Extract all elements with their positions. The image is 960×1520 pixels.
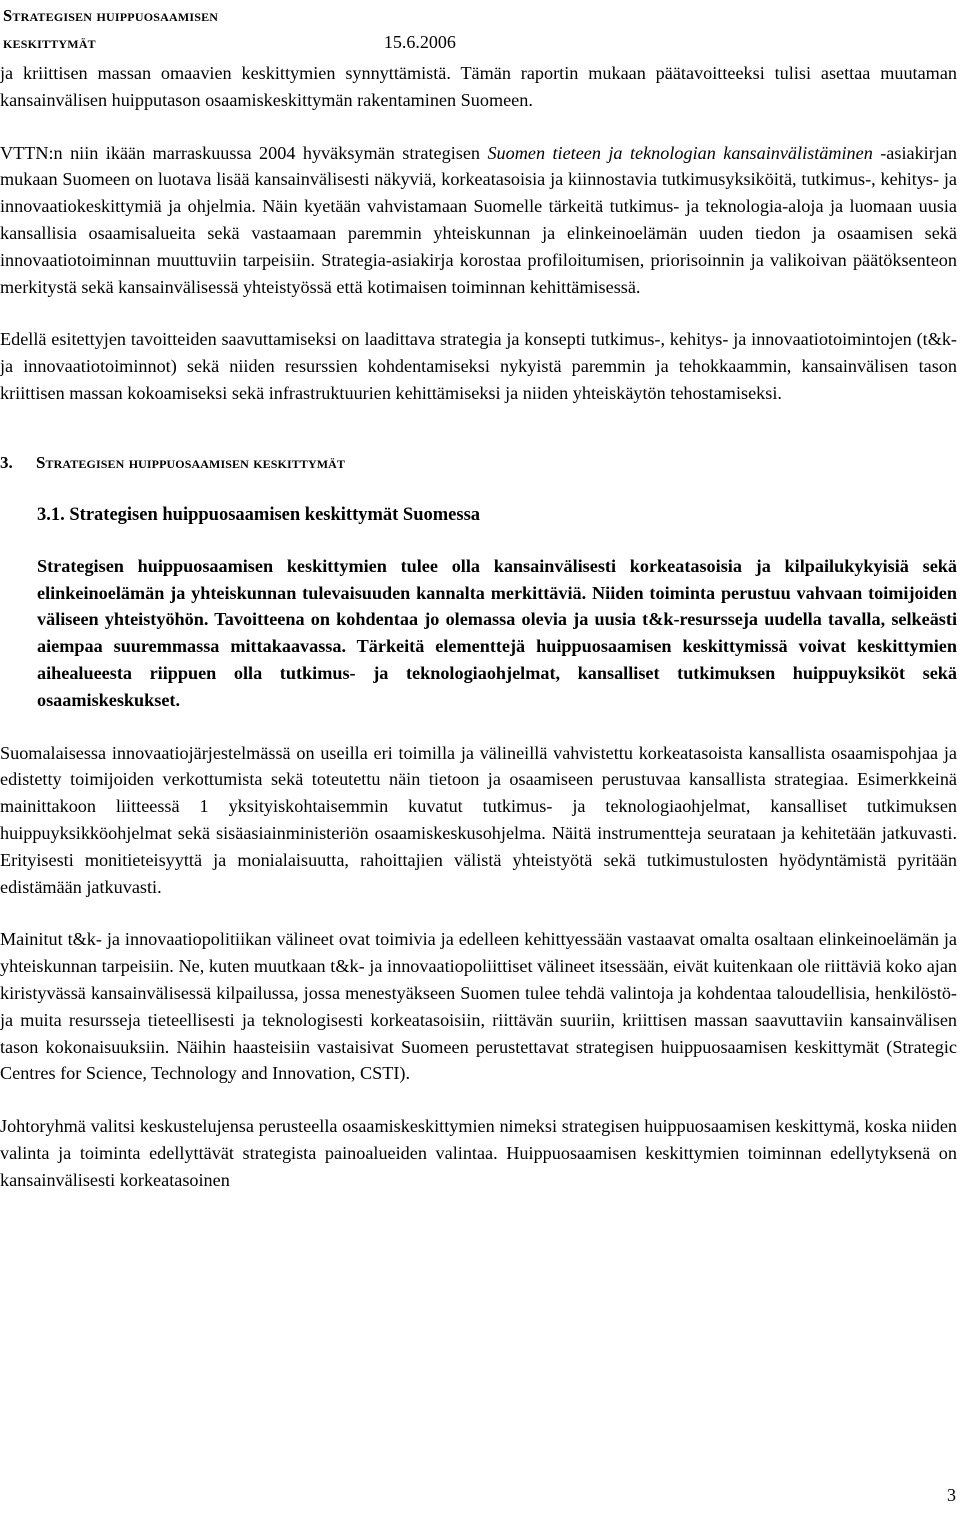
body-text [0,60,957,1194]
paragraph-1: ja kriittisen massan omaavien keskittymien synnyttämistä. Tämän raportin mukaan päätavoitteeksi tulisi asettaa muutaman kansainvälisen huipputason osaamiskeskittymän rakentaminen Suomeen. [0,63,957,110]
header-date: 15.6.2006 [383,32,456,52]
running-header [3,2,703,56]
section-number: 3. [0,452,13,472]
paragraph-5: Mainitut t&k- ja innovaatiopolitiikan välineet ovat toimivia ja edelleen kehittyessään vastaavat omalta osaltaan elinkeinoelämän ja yhteiskunnan tarpeisiin. Ne, kuten muutkaan t&k- ja innovaatiopoliittiset välineet itsessään, eivät kuitenkaan ole riittäviä koko ajan kiristyvässä kansainvälisessä kilpailussa, jossa menestyäkseen Suomen tulee tehdä valintoja ja kohdentaa taloudellisia, henkilöstö- ja muita resursseja tieteellisesti ja teknologisesti korkeatasoisiin, riittävän suuriin, kriittisen massan saavuttaviin kansainvälisen tason kokonaisuuksiin. Näihin haasteisiin vastaisivat Suomeen perustettavat strategisen huippuosaamisen keskittymät (Strategic Centres for Science, Technology and Innovation, CSTI). [0,929,957,1084]
paragraph-2-part-b: -asiakirjan mukaan Suomeen on luotava lisää kansainvälisesti näkyviä, korkeatasoisia ja kiinnostavia tutkimusyksiköitä, tutkimus-, kehitys- ja innovaatiokeskittymiä ja ohjelmia. Näin kyetään vahvistamaan Suomelle tärkeitä tutkimus- ja teknologia-aloja ja luomaan uusia kansallisia osaamisalueita sekä vastaamaan paremmin yhteiskunnan ja elinkeinoelämän uuden tiedon ja osaamisen sekä innovaatiotoiminnan muuttuviin tarpeisiin. Strategia-asiakirja korostaa profiloitumisen, priorisoinnin ja valikoivan päätöksenteon merkitystä sekä kansainvälisessä yhteistyössä että kotimaisen toiminnan kehittämisessä. [0,142,957,297]
paragraph-2 [0,140,957,301]
paragraph-3: Edellä esitettyjen tavoitteiden saavuttamiseksi on laadittava strategia ja konsepti tutkimus-, kehitys- ja innovaatiotoimintojen (t&k- ja innovaatiotoiminnot) sekä niiden resurssien kohdentamiseksi nykyistä paremmin ja tehokkaammin, kansainvälisen tason kriittisen massan kokoamiseksi sekä infrastruktuurien kehittämiseksi ja niiden yhteiskäytön tehostamiseksi. [0,329,957,403]
section-title: Strategisen huippuosaamisen keskittymät [36,452,346,472]
subsection-heading: 3.1. Strategisen huippuosaamisen keskittymät Suomessa [37,504,481,525]
paragraph-2-part-a: VTTN:n niin ikään marraskuussa 2004 hyväksymän strategisen [0,142,488,163]
section-heading [0,449,957,477]
page-number: 3 [947,1485,956,1505]
paragraph-6: Johtoryhmä valitsi keskustelujensa perusteella osaamiskeskittymien nimeksi strategisen huippuosaamisen keskittymä, koska niiden valinta ja toiminta edellyttävät strategista painoalueiden valintaa. Huippuosaamisen keskittymien toiminnan edellytyksenä on kansainvälisesti korkeatasoinen [0,1116,957,1190]
header-title-line1: Strategisen huippuosaamisen [3,6,219,25]
paragraph-4: Suomalaisessa innovaatiojärjestelmässä on useilla eri toimilla ja välineillä vahvistettu korkeatasoista kansallista osaamispohjaa ja edistetty toimijoiden verkottumista sekä toteutettu näin tietoon ja osaamiseen perustuvaa kansallista strategiaa. Esimerkkeinä mainittakoon liitteessä 1 yksityiskohtaisemmin kuvatut tutkimus- ja teknologiaohjelmat, kansalliset tutkimuksen huippuyksikköohjelmat sekä sisäasiainministeriön osaamiskeskusohjelma. Näitä instrumentteja seurataan ja kehitetään jatkuvasti. Erityisesti monitieteisyyttä ja monialaisuutta, rahoittajien välistä yhteistyötä sekä tutkimustulosten hyödyntämistä pyritään edistämään jatkuvasti. [0,742,957,897]
bold-summary-paragraph: Strategisen huippuosaamisen keskittymien tulee olla kansainvälisesti korkeatasoisia ja kilpailukykyisiä sekä elinkeinoelämän ja yhteiskunnan tulevaisuuden kannalta merkittäviä. Niiden toiminta perustuu vahvaan toimijoiden väliseen yhteistyöhön. Tavoitteena on kohdentaa jo olemassa olevia ja uusia t&k-resursseja uudella tavalla, selkeästi aiempaa suuremmassa mittakaavassa. Tärkeitä elementtejä huippuosaamisen keskittymissä voivat keskittymien aihealueesta riippuen olla tutkimus- ja teknologiaohjelmat, kansalliset tutkimuksen huippuyksiköt sekä osaamiskeskukset. [37,555,957,710]
header-line2 [3,29,703,56]
header-title-line2: keskittymät [3,33,96,52]
document-title-italic: Suomen tieteen ja teknologian kansainvälistäminen [487,142,873,163]
